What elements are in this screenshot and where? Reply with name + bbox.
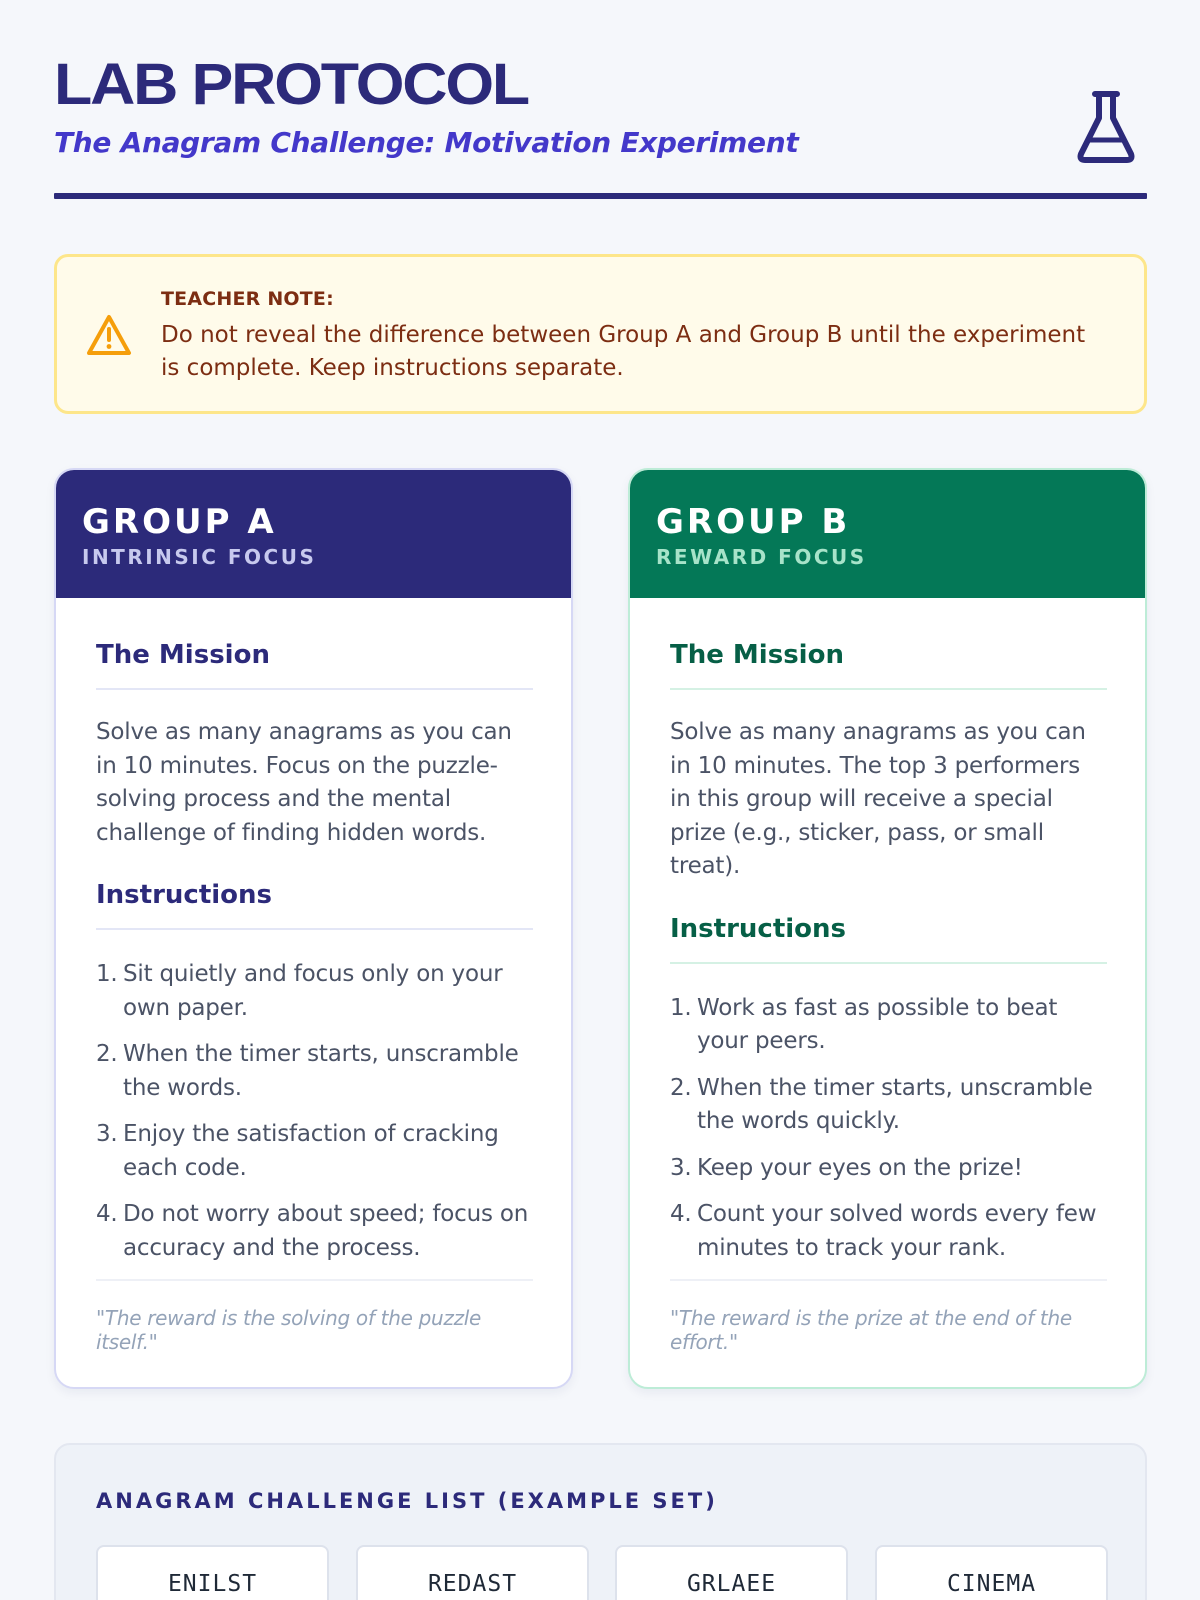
group-b-instructions-list	[670, 992, 1107, 1266]
flask-icon	[1075, 88, 1137, 166]
group-b-quote: "The reward is the prize at the end of the effort."	[670, 1306, 1072, 1354]
page-subtitle: The Anagram Challenge: Motivation Experiment	[54, 126, 799, 159]
group-a-mission-text: Solve as many anagrams as you can in 10 minutes. Focus on the puzzle-solving process and the mental challenge of finding hidden words.	[96, 719, 512, 846]
instruction-item: 3. Enjoy the satisfaction of cracking each code.	[96, 1121, 499, 1181]
header-divider	[54, 193, 1147, 199]
group-b-name: GROUP B	[656, 502, 851, 542]
quote-divider	[96, 1279, 533, 1281]
quote-divider	[670, 1279, 1107, 1281]
teacher-note	[54, 254, 1147, 414]
anagram-list-panel	[54, 1443, 1147, 1600]
group-b-body	[670, 598, 1107, 1354]
group-b-focus: REWARD FOCUS	[656, 545, 867, 569]
anagram-tile: CINEMA	[875, 1545, 1108, 1600]
anagram-list-title: ANAGRAM CHALLENGE LIST (EXAMPLE SET)	[96, 1489, 718, 1513]
group-a-instructions-list	[96, 958, 533, 1265]
teacher-note-label: TEACHER NOTE:	[161, 288, 334, 310]
group-b-instructions-title: Instructions	[670, 914, 1107, 964]
instruction-item: 4. Do not worry about speed; focus on accuracy and the process.	[96, 1201, 529, 1261]
group-a-header	[56, 470, 571, 598]
page-title: LAB PROTOCOL	[54, 52, 529, 117]
instruction-item: 4. Count your solved words every few minutes to track your rank.	[670, 1201, 1097, 1261]
lab-protocol-page	[54, 0, 1147, 1597]
group-a-focus: INTRINSIC FOCUS	[82, 545, 317, 569]
instruction-item: 3. Keep your eyes on the prize!	[670, 1154, 1023, 1181]
group-a-body	[96, 598, 533, 1354]
teacher-note-text: Do not reveal the difference between Group A and Group B until the experiment is complete. Keep instructions separate.	[161, 322, 1086, 381]
group-a-name: GROUP A	[82, 502, 277, 542]
instruction-item: 1. Sit quietly and focus only on your own paper.	[96, 961, 503, 1021]
group-b-mission-text: Solve as many anagrams as you can in 10 minutes. The top 3 performers in this group will receive a special prize (e.g., sticker, pass, or small treat).	[670, 719, 1086, 879]
instruction-item: 1. Work as fast as possible to beat your peers.	[670, 994, 1058, 1054]
group-a-quote: "The reward is the solving of the puzzle itself."	[96, 1306, 482, 1354]
group-a-card	[54, 468, 573, 1389]
group-b-card	[628, 468, 1147, 1389]
group-b-mission-title: The Mission	[670, 640, 1107, 690]
instruction-item: 2. When the timer starts, unscramble the words.	[96, 1041, 519, 1101]
instruction-item: 2. When the timer starts, unscramble the words quickly.	[670, 1074, 1093, 1134]
anagram-tile: GRLAEE	[615, 1545, 848, 1600]
group-b-header	[630, 470, 1145, 598]
group-a-instructions-title: Instructions	[96, 880, 533, 930]
warning-icon	[85, 313, 133, 357]
anagram-tile: ENILST	[96, 1545, 329, 1600]
page-header	[54, 0, 1147, 200]
group-a-mission-title: The Mission	[96, 640, 533, 690]
anagram-tile: REDAST	[356, 1545, 589, 1600]
